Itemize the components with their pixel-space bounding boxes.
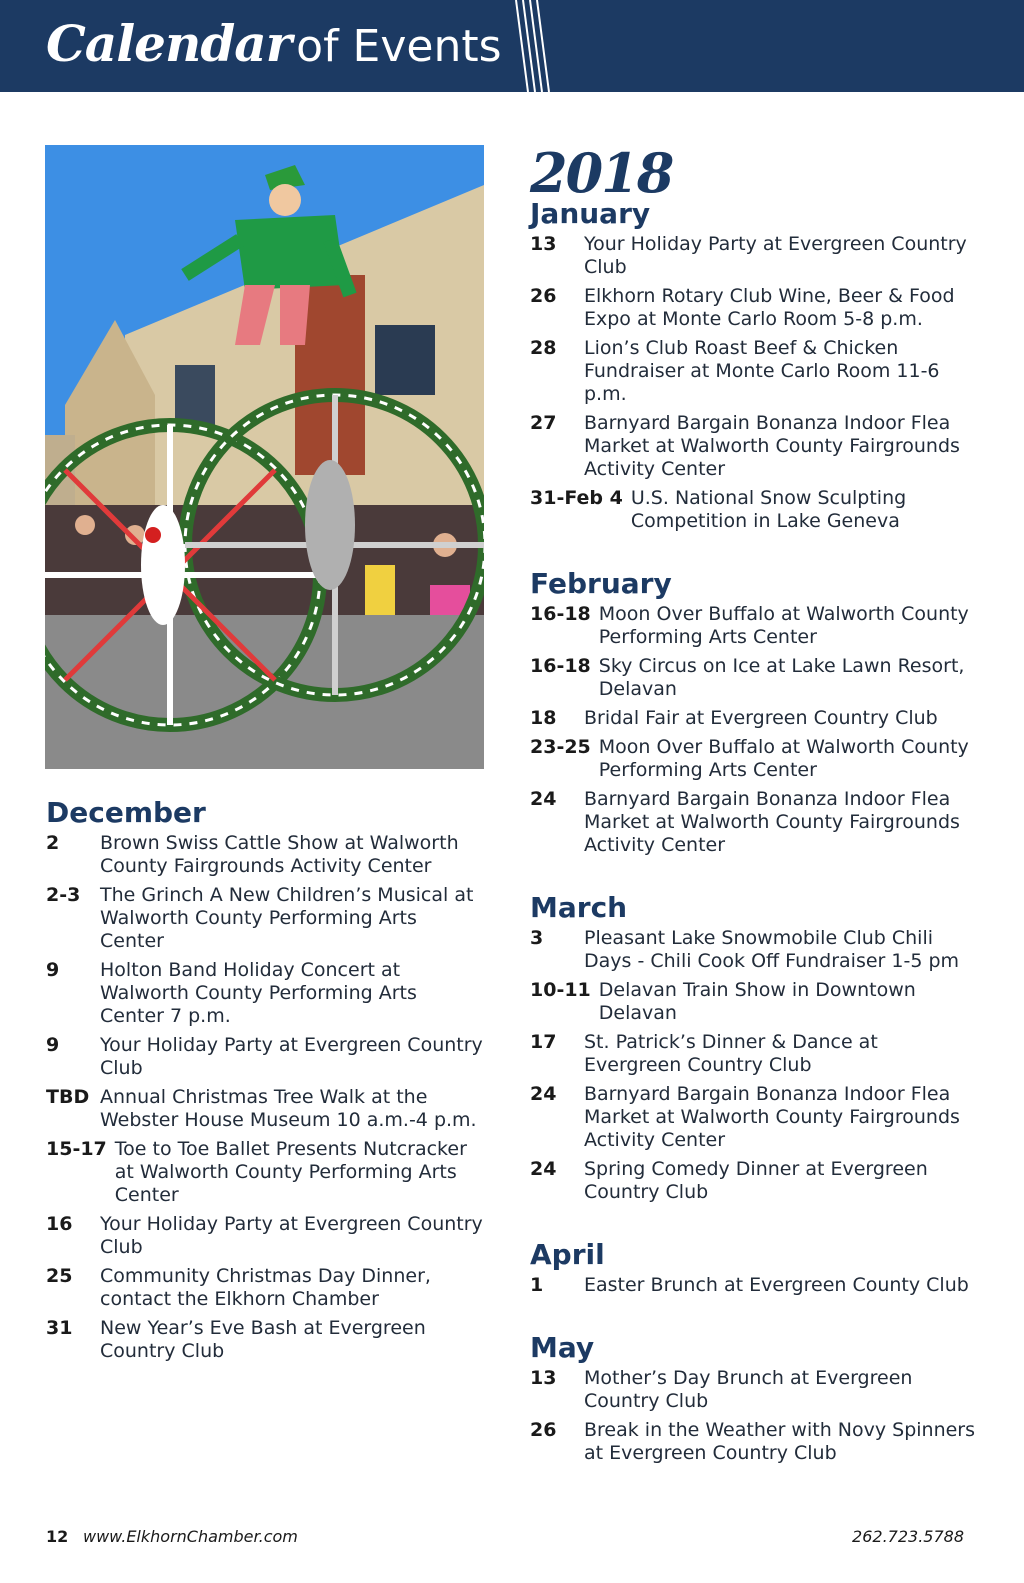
month-section-january — [530, 197, 980, 533]
event-date: 26 — [530, 285, 557, 307]
event-item — [530, 603, 980, 649]
event-text: U.S. National Snow Sculpting Competition in Lake Geneva — [630, 487, 907, 532]
event-text: Toe to Toe Ballet Presents Nutcracker at Walworth County Performing Arts Center — [114, 1138, 467, 1206]
header-banner — [0, 0, 1024, 92]
event-item — [530, 1419, 980, 1465]
event-date: TBD — [46, 1086, 90, 1108]
month-section-may — [530, 1331, 980, 1465]
event-date: 9 — [46, 959, 60, 981]
event-text: Barnyard Bargain Bonanza Indoor Flea Market at Walworth County Fairgrounds Activity Center — [584, 788, 960, 856]
event-date: 9 — [46, 1034, 60, 1056]
event-text: Barnyard Bargain Bonanza Indoor Flea Market at Walworth County Fairgrounds Activity Center — [584, 1083, 960, 1151]
right-column — [530, 143, 980, 1499]
event-item — [530, 412, 980, 481]
event-date: 15-17 — [46, 1138, 107, 1160]
event-text: Bridal Fair at Evergreen Country Club — [584, 707, 938, 729]
event-text: Delavan Train Show in Downtown Delavan — [598, 979, 916, 1024]
event-item — [530, 1158, 980, 1204]
event-date: 24 — [530, 1158, 557, 1180]
month-heading: December — [46, 796, 206, 829]
event-text: Brown Swiss Cattle Show at Walworth County Fairgrounds Activity Center — [100, 832, 459, 877]
event-text: Holton Band Holiday Concert at Walworth County Performing Arts Center 7 p.m. — [100, 959, 417, 1027]
page-number: 12 — [46, 1527, 69, 1546]
event-date: 13 — [530, 233, 557, 255]
event-text: Easter Brunch at Evergreen County Club — [584, 1274, 969, 1296]
event-item — [530, 788, 980, 857]
event-text: St. Patrick’s Dinner & Dance at Evergreen Country Club — [584, 1031, 878, 1076]
event-item — [530, 285, 980, 331]
event-item — [46, 1265, 486, 1311]
event-date: 10-11 — [530, 979, 591, 1001]
event-text: New Year’s Eve Bash at Evergreen Country Club — [100, 1317, 426, 1362]
event-date: 25 — [46, 1265, 73, 1287]
page-title — [46, 14, 502, 73]
event-item — [530, 1083, 980, 1152]
event-date: 28 — [530, 337, 557, 359]
event-text: Mother’s Day Brunch at Evergreen Country Club — [584, 1367, 913, 1412]
event-item — [530, 1274, 980, 1297]
month-heading: February — [530, 567, 672, 600]
event-text: Break in the Weather with Novy Spinners at Evergreen Country Club — [584, 1419, 976, 1464]
parade-photo-illustration — [45, 145, 484, 769]
event-date: 16 — [46, 1213, 73, 1235]
event-item — [530, 1031, 980, 1077]
event-date: 31-Feb 4 — [530, 487, 623, 509]
left-column — [46, 796, 486, 1397]
event-item — [46, 1213, 486, 1259]
title-rest: of Events — [296, 21, 502, 72]
event-text: Pleasant Lake Snowmobile Club Chili Days - Chili Cook Off Fundraiser 1-5 pm — [584, 927, 960, 972]
month-section-april — [530, 1238, 980, 1297]
banner-stripes-decoration — [510, 0, 570, 92]
event-date: 16-18 — [530, 655, 591, 677]
event-item — [46, 1138, 486, 1207]
event-date: 24 — [530, 1083, 557, 1105]
month-section-december — [46, 796, 486, 1363]
event-date: 18 — [530, 707, 557, 729]
year-heading: 2018 — [530, 141, 673, 205]
event-text: Lion’s Club Roast Beef & Chicken Fundraiser at Monte Carlo Room 11-6 p.m. — [584, 337, 940, 405]
event-text: The Grinch A New Children’s Musical at Walworth County Performing Arts Center — [100, 884, 474, 952]
event-item — [46, 832, 486, 878]
event-item — [46, 884, 486, 953]
event-date: 27 — [530, 412, 557, 434]
event-text: Elkhorn Rotary Club Wine, Beer & Food Expo at Monte Carlo Room 5-8 p.m. — [584, 285, 955, 330]
event-date: 3 — [530, 927, 544, 949]
page-footer — [46, 1527, 964, 1551]
event-date: 23-25 — [530, 736, 591, 758]
event-date: 31 — [46, 1317, 73, 1339]
event-item — [530, 927, 980, 973]
event-text: Your Holiday Party at Evergreen Country Club — [584, 233, 967, 278]
event-text: Your Holiday Party at Evergreen Country Club — [100, 1213, 483, 1258]
event-text: Moon Over Buffalo at Walworth County Performing Arts Center — [598, 736, 969, 781]
event-item — [46, 1317, 486, 1363]
event-item — [530, 655, 980, 701]
event-date: 24 — [530, 788, 557, 810]
event-text: Barnyard Bargain Bonanza Indoor Flea Market at Walworth County Fairgrounds Activity Center — [584, 412, 960, 480]
right-months-list — [530, 197, 980, 1465]
phone-number: 262.723.5788 — [852, 1527, 964, 1546]
website-link[interactable]: www.ElkhornChamber.com — [83, 1527, 298, 1546]
month-section-february — [530, 567, 980, 857]
event-item — [530, 707, 980, 730]
event-item — [530, 233, 980, 279]
event-item — [530, 487, 980, 533]
event-text: Spring Comedy Dinner at Evergreen Country Club — [584, 1158, 928, 1203]
month-section-march — [530, 891, 980, 1204]
event-date: 17 — [530, 1031, 557, 1053]
event-text: Community Christmas Day Dinner, contact the Elkhorn Chamber — [100, 1265, 431, 1310]
event-item — [530, 1367, 980, 1413]
event-item — [530, 337, 980, 406]
event-date: 16-18 — [530, 603, 591, 625]
month-heading: April — [530, 1238, 605, 1271]
event-item — [46, 1034, 486, 1080]
title-script-word: Calendar — [46, 14, 292, 73]
event-text: Annual Christmas Tree Walk at the Webster House Museum 10 a.m.-4 p.m. — [100, 1086, 477, 1131]
event-text: Sky Circus on Ice at Lake Lawn Resort, Delavan — [598, 655, 965, 700]
month-heading: January — [530, 197, 651, 230]
event-date: 2-3 — [46, 884, 81, 906]
event-item — [46, 1086, 486, 1132]
event-date: 1 — [530, 1274, 544, 1296]
event-date: 13 — [530, 1367, 557, 1389]
event-text: Your Holiday Party at Evergreen Country Club — [100, 1034, 483, 1079]
event-item — [46, 959, 486, 1028]
event-date: 26 — [530, 1419, 557, 1441]
event-item — [530, 979, 980, 1025]
event-date: 2 — [46, 832, 60, 854]
month-heading: May — [530, 1331, 595, 1364]
event-text: Moon Over Buffalo at Walworth County Performing Arts Center — [598, 603, 969, 648]
month-heading: March — [530, 891, 628, 924]
parade-photo — [45, 145, 484, 769]
event-item — [530, 736, 980, 782]
